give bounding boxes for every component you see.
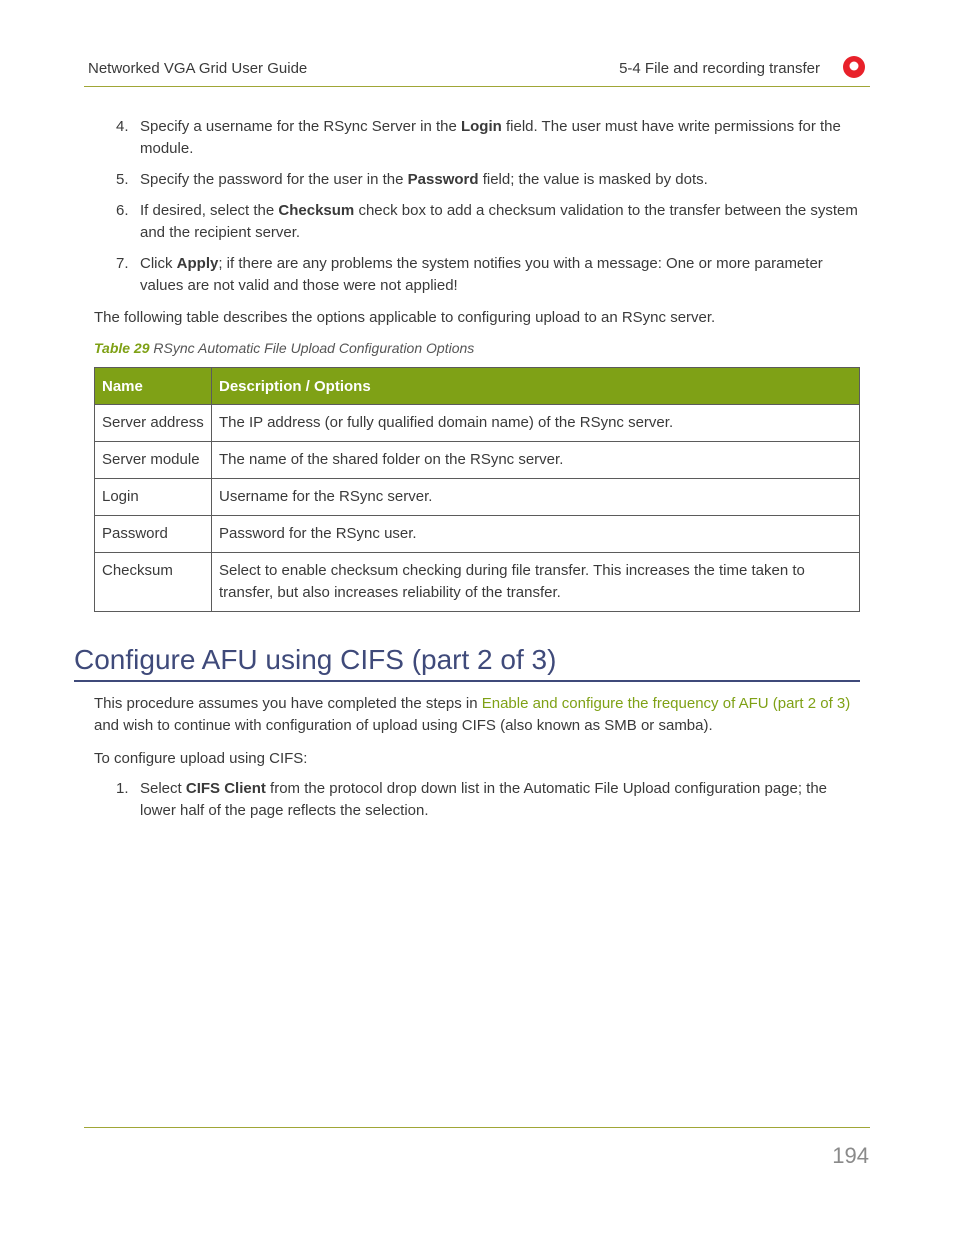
table-cell: Login xyxy=(95,479,212,516)
step-item: 6. If desired, select the Checksum check box to add a checksum validation to the transfer between the system and the recipient server. xyxy=(116,202,858,241)
table-row xyxy=(95,553,860,612)
step-item: 7. Click Apply; if there are any problems the system notifies you with a message: One or more parameter values are not valid and those were not applied! xyxy=(116,255,823,294)
table-cell: Password for the RSync user. xyxy=(212,516,860,553)
table-row xyxy=(95,442,860,479)
table-cell: Server module xyxy=(95,442,212,479)
steps-list-top xyxy=(94,116,864,306)
table-cell: Username for the RSync server. xyxy=(212,479,860,516)
table-cell: The IP address (or fully qualified domain name) of the RSync server. xyxy=(212,405,860,442)
section-title: Configure AFU using CIFS (part 2 of 3) xyxy=(74,644,557,675)
table-cell: The name of the shared folder on the RSync server. xyxy=(212,442,860,479)
table-cell: Checksum xyxy=(95,553,212,612)
procedure-intro: This procedure assumes you have completed the steps in Enable and configure the frequency of AFU (part 2 of 3) and wish to continue with configuration of upload using CIFS (also known as SMB or samba). xyxy=(94,695,851,734)
section-rule xyxy=(74,680,860,682)
steps-list-bottom xyxy=(94,778,864,831)
table-row xyxy=(95,479,860,516)
table-cell: Password xyxy=(95,516,212,553)
options-table xyxy=(94,367,860,612)
header-section: 5-4 File and recording transfer xyxy=(619,60,820,77)
record-icon xyxy=(842,55,866,79)
procedure-lead: To configure upload using CIFS: xyxy=(94,750,308,767)
afu-part2-link[interactable]: Enable and configure the frequency of AFU (part 2 of 3) xyxy=(481,695,851,712)
table-row xyxy=(95,405,860,442)
column-header-description: Description / Options xyxy=(212,368,860,405)
column-header-name: Name xyxy=(95,368,212,405)
table-row xyxy=(95,516,860,553)
step-item: 4. Specify a username for the RSync Server in the Login field. The user must have write permissions for the module. xyxy=(116,118,841,157)
table-caption: Table 29 RSync Automatic File Upload Configuration Options xyxy=(94,340,475,356)
table-intro: The following table describes the options applicable to configuring upload to an RSync server. xyxy=(94,309,716,326)
step-item: 1. Select CIFS Client from the protocol drop down list in the Automatic File Upload configuration page; the lower half of the page reflects the selection. xyxy=(116,780,828,819)
table-cell: Select to enable checksum checking during file transfer. This increases the time taken to transfer, but also increases reliability of the transfer. xyxy=(212,553,860,612)
step-item: 5. Specify the password for the user in the Password field; the value is masked by dots. xyxy=(116,171,708,188)
header-rule xyxy=(84,86,870,87)
page-number: 194 xyxy=(832,1143,869,1168)
table-header-row xyxy=(95,368,860,405)
table-cell: Server address xyxy=(95,405,212,442)
header-title: Networked VGA Grid User Guide xyxy=(88,60,308,77)
footer-rule xyxy=(84,1127,870,1128)
